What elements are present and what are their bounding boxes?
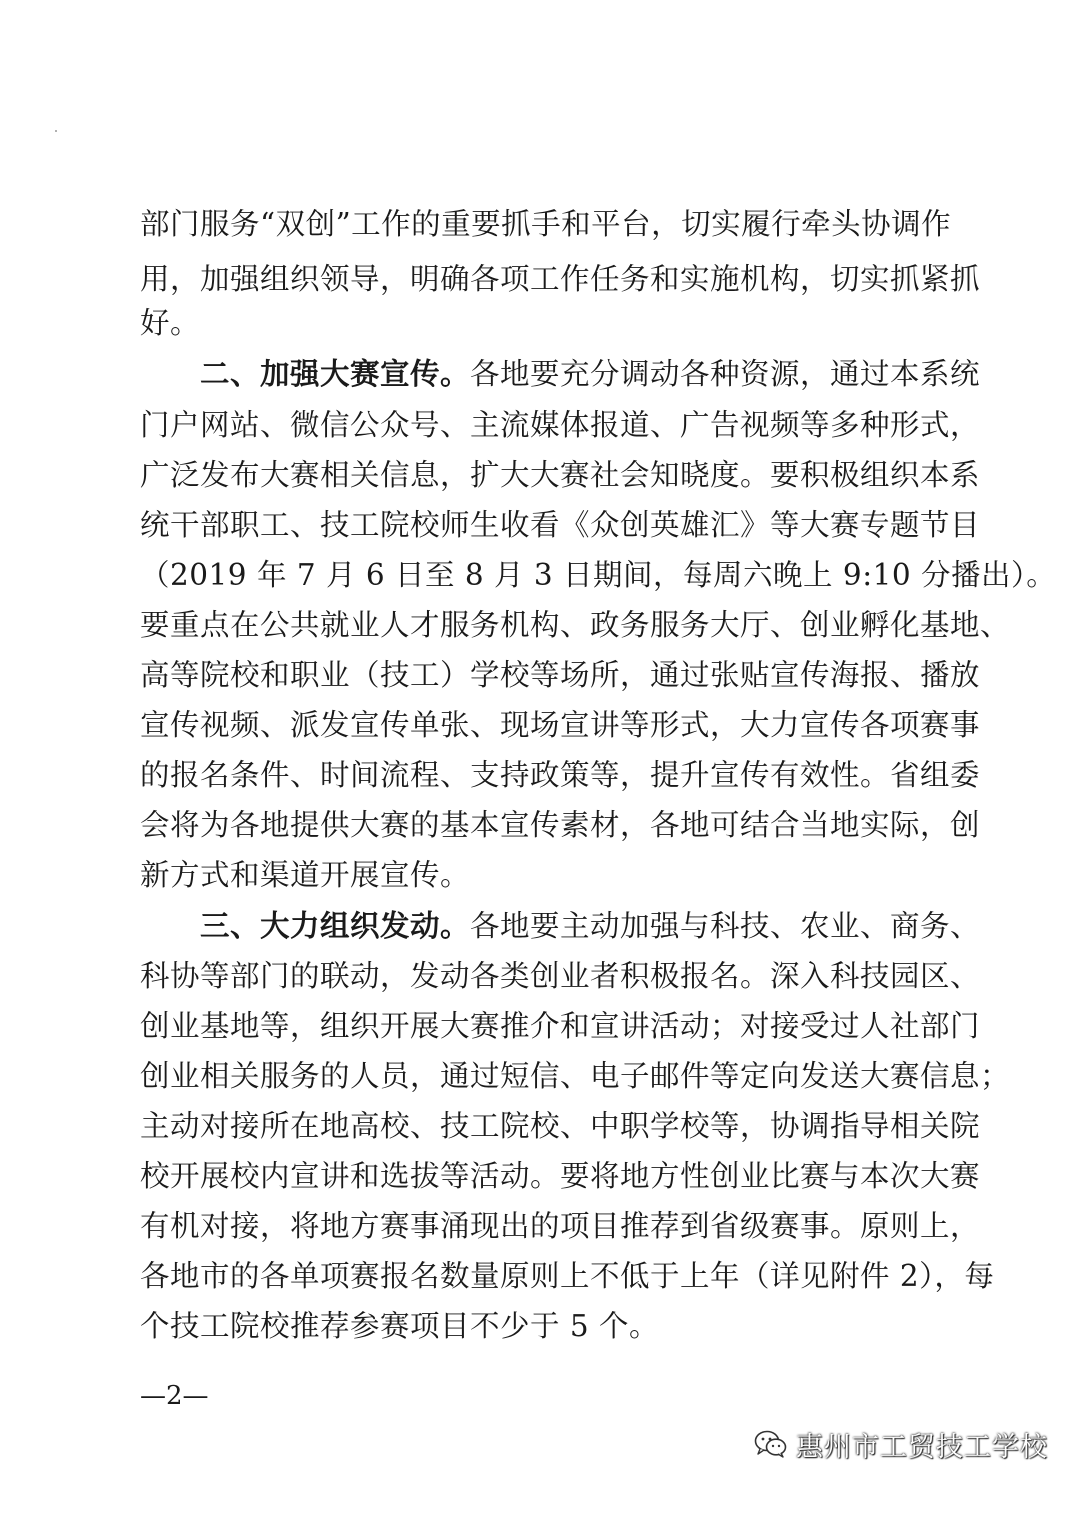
body-line: 好。 [140,306,201,340]
body-line: 高等院校和职业（技工）学校等场所，通过张贴宣传海报、播放 [140,658,981,692]
body-line: 创业相关服务的人员，通过短信、电子邮件等定向发送大赛信息； [140,1059,1011,1093]
section-3-first-line [200,906,980,946]
body-line: 的报名条件、时间流程、支持政策等，提升宣传有效性。省组委 [140,758,981,792]
body-line: 有机对接，将地方赛事涌现出的项目推荐到省级赛事。原则上， [140,1209,981,1243]
watermark-text: 惠州市工贸技工学校 [796,1431,1048,1463]
body-line: 科协等部门的联动，发动各类创业者积极报名。深入科技园区、 [140,959,981,993]
body-line: 部门服务“双创”工作的重要抓手和平台，切实履行牵头协调作 [140,207,952,241]
body-text: 各地要充分调动各种资源，通过本系统 [470,357,981,391]
body-line: 创业基地等，组织开展大赛推介和宣讲活动；对接受过人社部门 [140,1009,981,1043]
body-line: 广泛发布大赛相关信息，扩大大赛社会知晓度。要积极组织本系 [140,458,981,492]
page-number: —2— [140,1381,209,1411]
body-line: 宣传视频、派发宣传单张、现场宣讲等形式，大力宣传各项赛事 [140,708,981,742]
body-line: 校开展校内宣讲和选拔等活动。要将地方性创业比赛与本次大赛 [140,1159,981,1193]
body-line: 个技工院校推荐参赛项目不少于 5 个。 [140,1309,660,1343]
body-line: 会将为各地提供大赛的基本宣传素材，各地可结合当地实际，创 [140,808,981,842]
body-line: 主动对接所在地高校、技工院校、中职学校等，协调指导相关院 [140,1109,981,1143]
wechat-watermark [754,1422,1048,1466]
body-line: 要重点在公共就业人才服务机构、政务服务大厅、创业孵化基地、 [140,608,1011,642]
section-3-heading: 三、大力组织发动。 [200,908,471,943]
wechat-icon [754,1429,788,1459]
body-line: 各地市的各单项赛报名数量原则上不低于上年（详见附件 2），每 [140,1259,995,1293]
body-line: （2019 年 7 月 6 日至 8 月 3 日期间，每周六晚上 9:10 分播出）。 [140,558,1057,592]
body-line: 用，加强组织领导，明确各项工作任务和实施机构，切实抓紧抓 [140,262,981,296]
body-line: 门户网站、微信公众号、主流媒体报道、广告视频等多种形式， [140,408,981,442]
body-line: 新方式和渠道开展宣传。 [140,858,471,892]
section-2-heading: 二、加强大赛宣传。 [200,356,471,391]
body-text: 各地要主动加强与科技、农业、商务、 [470,909,981,943]
body-line: 统干部职工、技工院校师生收看《众创英雄汇》等大赛专题节目 [140,508,981,542]
scan-speck [55,130,57,132]
section-2-first-line [200,354,980,394]
